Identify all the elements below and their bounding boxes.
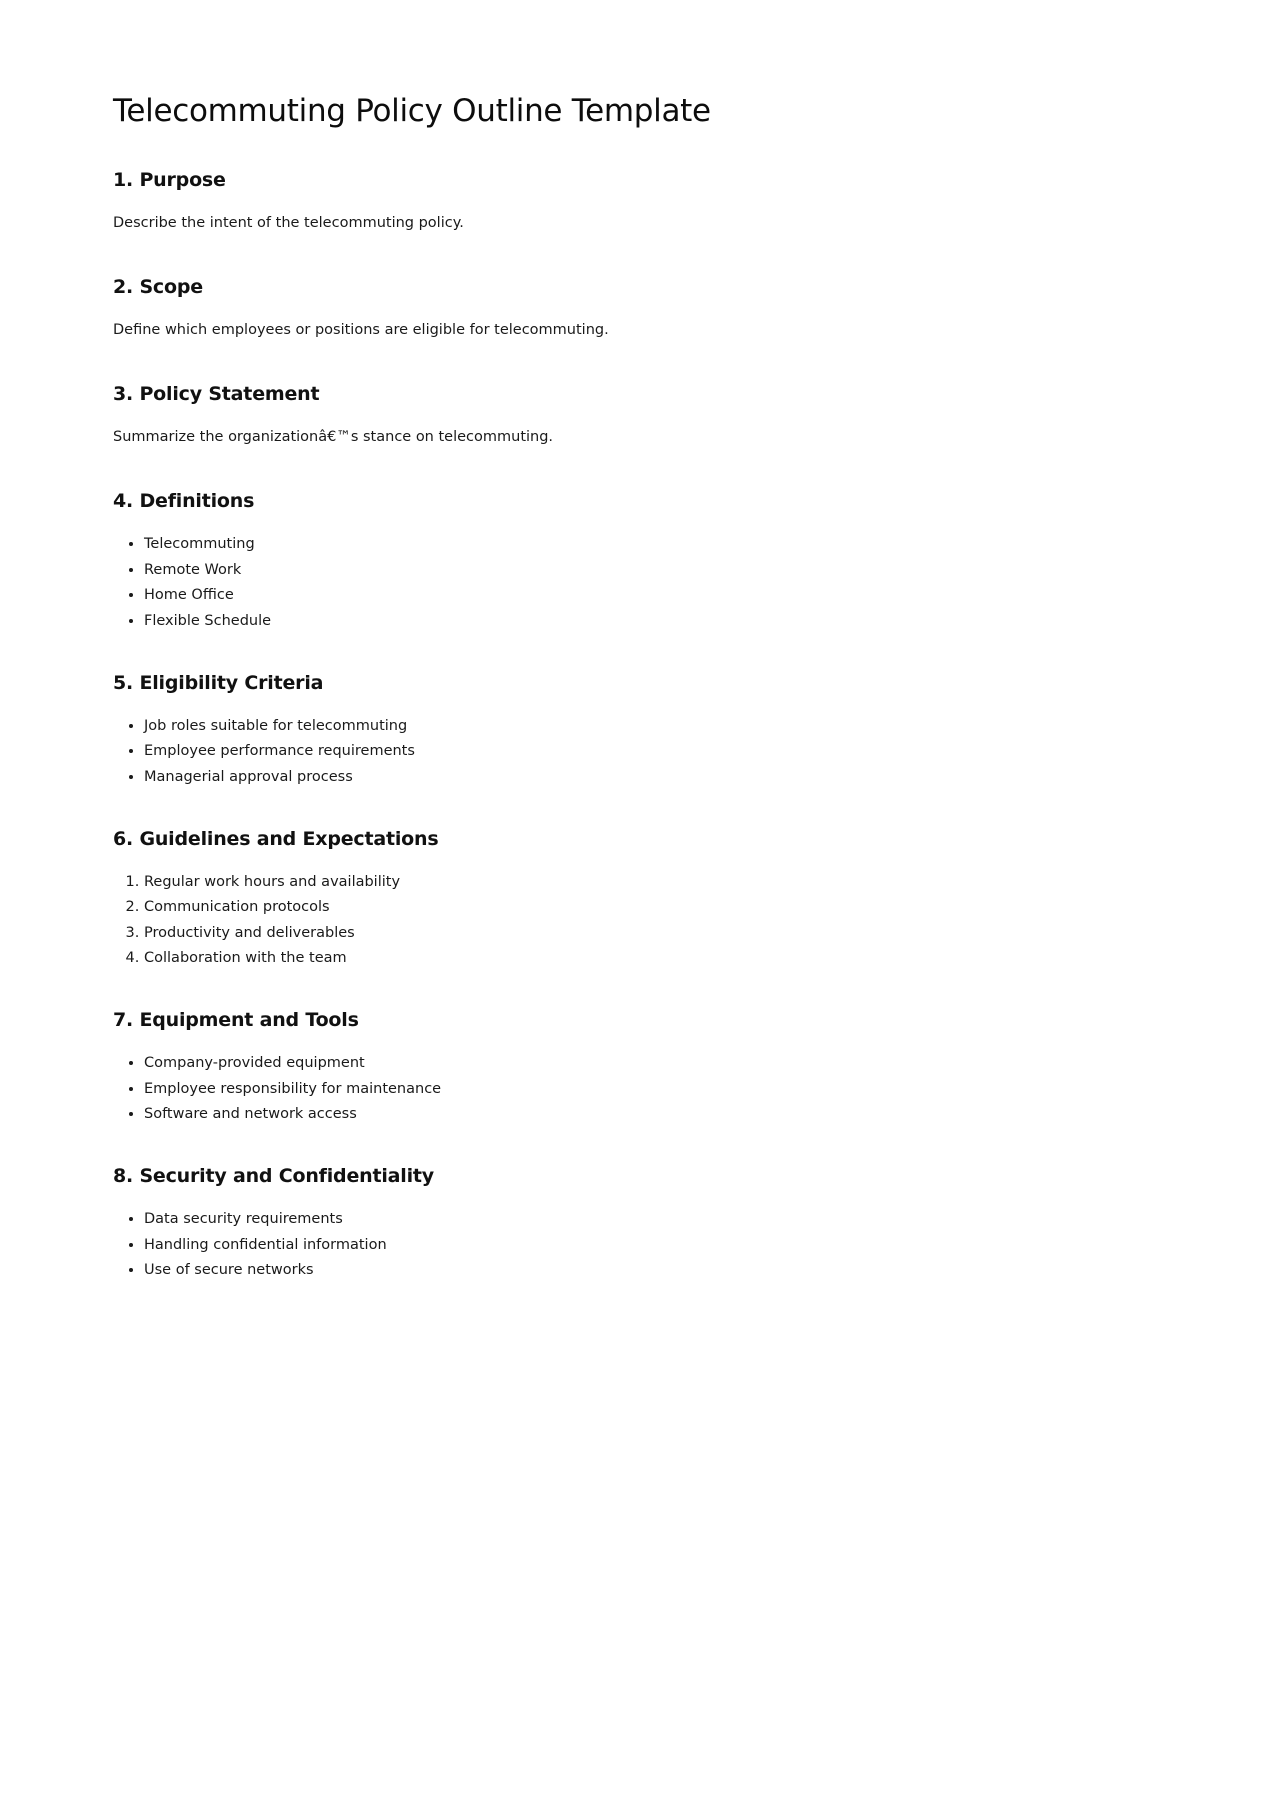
list-item: • Data security requirements	[144, 1209, 1113, 1229]
list-item: • Home Office	[144, 585, 1113, 605]
list-item: • Employee responsibility for maintenance	[144, 1079, 1113, 1099]
list-item: 1. Regular work hours and availability	[144, 872, 1113, 892]
eligibility-list	[113, 716, 1113, 787]
equipment-list	[113, 1053, 1113, 1124]
list-item: • Managerial approval process	[144, 767, 1113, 787]
list-item: • Software and network access	[144, 1104, 1113, 1124]
list-item: 4. Collaboration with the team	[144, 948, 1113, 968]
section-text: Describe the intent of the telecommuting policy.	[113, 215, 464, 231]
list-item: 2. Communication protocols	[144, 897, 1113, 917]
list-item: • Handling confidential information	[144, 1235, 1113, 1255]
section-heading: 3. Policy Statement	[113, 383, 320, 405]
section-guidelines	[113, 826, 1113, 969]
list-item: • Telecommuting	[144, 534, 1113, 554]
section-heading: 4. Definitions	[113, 490, 255, 512]
section-text: Define which employees or positions are eligible for telecommuting.	[113, 322, 609, 338]
section-purpose	[113, 167, 1113, 233]
list-item: • Remote Work	[144, 560, 1113, 580]
section-heading: 1. Purpose	[113, 169, 226, 191]
section-definitions	[113, 488, 1113, 631]
section-eligibility-criteria	[113, 670, 1113, 787]
section-heading: 6. Guidelines and Expectations	[113, 827, 439, 850]
section-security-confidentiality	[113, 1163, 1113, 1280]
section-scope	[113, 274, 1113, 340]
list-item: • Job roles suitable for telecommuting	[144, 716, 1113, 736]
list-item: 3. Productivity and deliverables	[144, 923, 1113, 943]
security-list	[113, 1209, 1113, 1280]
section-heading: 7. Equipment and Tools	[113, 1009, 359, 1031]
section-heading: 8. Security and Confidentiality	[113, 1165, 434, 1187]
document-page	[113, 88, 1113, 1319]
section-heading: 2. Scope	[113, 276, 203, 298]
list-item: • Employee performance requirements	[144, 741, 1113, 761]
section-equipment-tools	[113, 1007, 1113, 1124]
list-item: • Company-provided equipment	[144, 1053, 1113, 1073]
definitions-list	[113, 534, 1113, 631]
page-title: Telecommuting Policy Outline Template	[113, 93, 711, 129]
section-policy-statement	[113, 381, 1113, 447]
section-text: Summarize the organizationâ€™s stance on telecommuting.	[113, 429, 554, 445]
section-heading: 5. Eligibility Criteria	[113, 671, 324, 694]
list-item: • Flexible Schedule	[144, 611, 1113, 631]
list-item: • Use of secure networks	[144, 1260, 1113, 1280]
guidelines-list	[113, 872, 1113, 969]
